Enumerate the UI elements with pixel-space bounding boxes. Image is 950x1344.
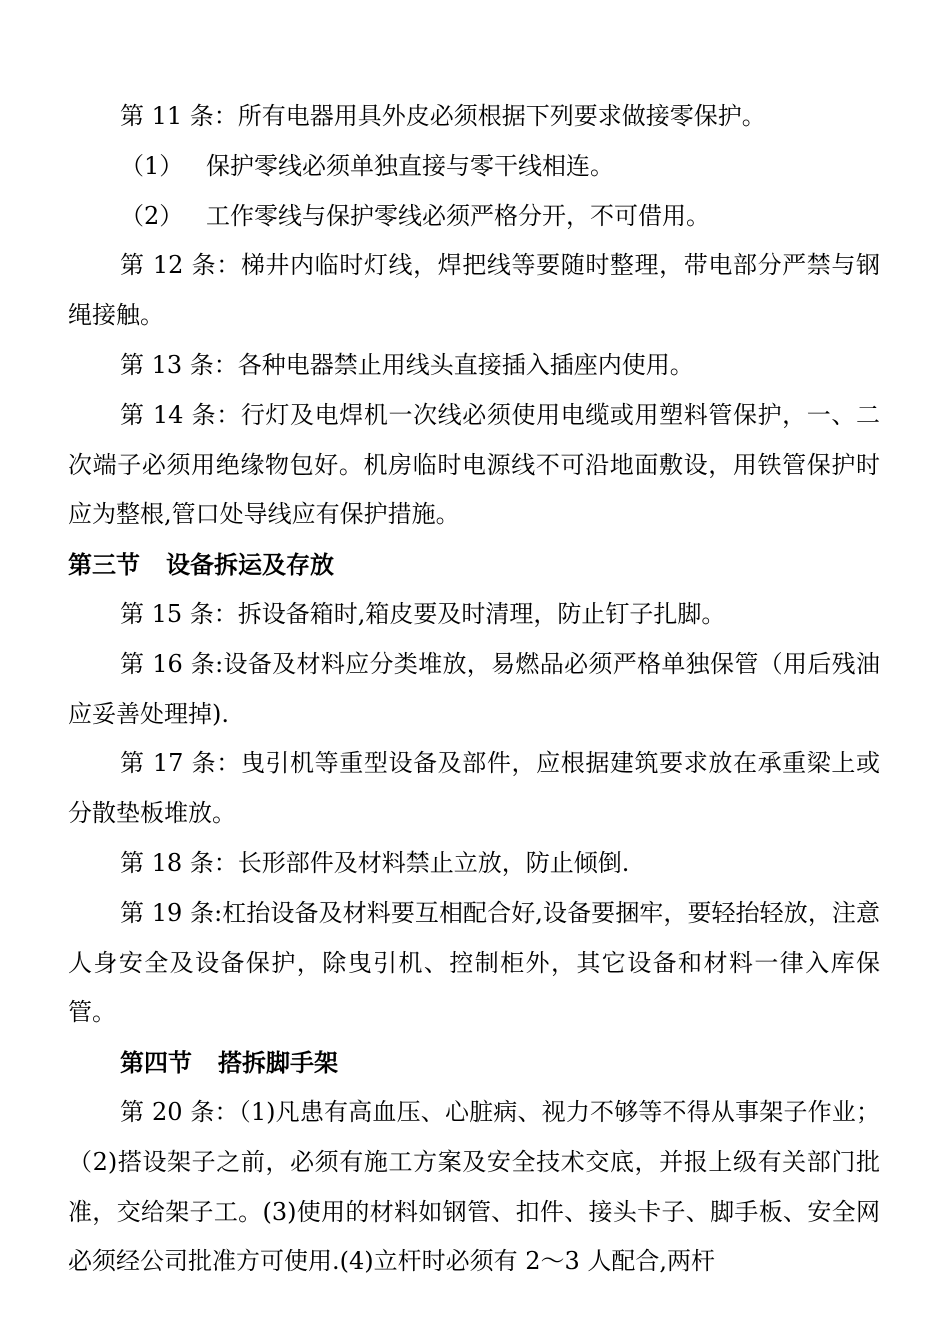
list-text: 保护零线必须单独直接与零干线相连。 [206, 151, 614, 180]
article-20: 第 20 条：（1)凡患有高血压、心脏病、视力不够等不得从事架子作业；（2)搭设架子之前，必须有施工方案及安全技术交底，并报上级有关部门批准，交给架子工。(3)使用的材料如钢管、扣件、接头卡子、脚手板、安全网必须经公司批准方可使用.(4)立杆时必须有 2～3 人配合,两杆 [68, 1097, 880, 1276]
document-page [68, 92, 880, 1287]
article-11: 第 11 条：所有电器用具外皮必须根据下列要求做接零保护。 [120, 102, 766, 130]
list-text: 工作零线与保护零线必须严格分开，不可借用。 [206, 201, 710, 230]
list-item-1 [68, 142, 880, 192]
article-13: 第 13 条：各种电器禁止用线头直接插入插座内使用。 [120, 350, 694, 379]
article-19: 第 19 条:杠抬设备及材料要互相配合好,设备要捆牢，要轻抬轻放，注意人身安全及设备保护，除曳引机、控制柜外，其它设备和材料一律入库保管。 [68, 898, 880, 1027]
list-number: （2） [120, 201, 184, 230]
article-17: 第 17 条：曳引机等重型设备及部件，应根据建筑要求放在承重梁上或分散垫板堆放。 [68, 749, 880, 828]
section-heading-4 [68, 1038, 880, 1088]
article-15: 第 15 条：拆设备箱时,箱皮要及时清理，防止钉子扎脚。 [120, 599, 726, 628]
section-title: 搭拆脚手架 [218, 1048, 338, 1078]
article-12: 第 12 条：梯井内临时灯线，焊把线等要随时整理，带电部分严禁与钢绳接触。 [68, 251, 880, 330]
article-18: 第 18 条：长形部件及材料禁止立放，防止倾倒. [120, 848, 630, 877]
section-number: 第四节 [120, 1048, 192, 1078]
list-item-2 [68, 192, 880, 242]
section-heading-3 [68, 540, 880, 590]
article-16: 第 16 条:设备及材料应分类堆放，易燃品必须严格单独保管（用后残油应妥善处理掉). [68, 649, 880, 728]
section-title: 设备拆运及存放 [166, 550, 334, 580]
article-14: 第 14 条：行灯及电焊机一次线必须使用电缆或用塑料管保护，一、二次端子必须用绝缘物包好。机房临时电源线不可沿地面敷设，用铁管保护时应为整根,管口处导线应有保护措施。 [68, 400, 880, 529]
list-number: （1） [120, 151, 184, 180]
section-number: 第三节 [68, 550, 140, 580]
